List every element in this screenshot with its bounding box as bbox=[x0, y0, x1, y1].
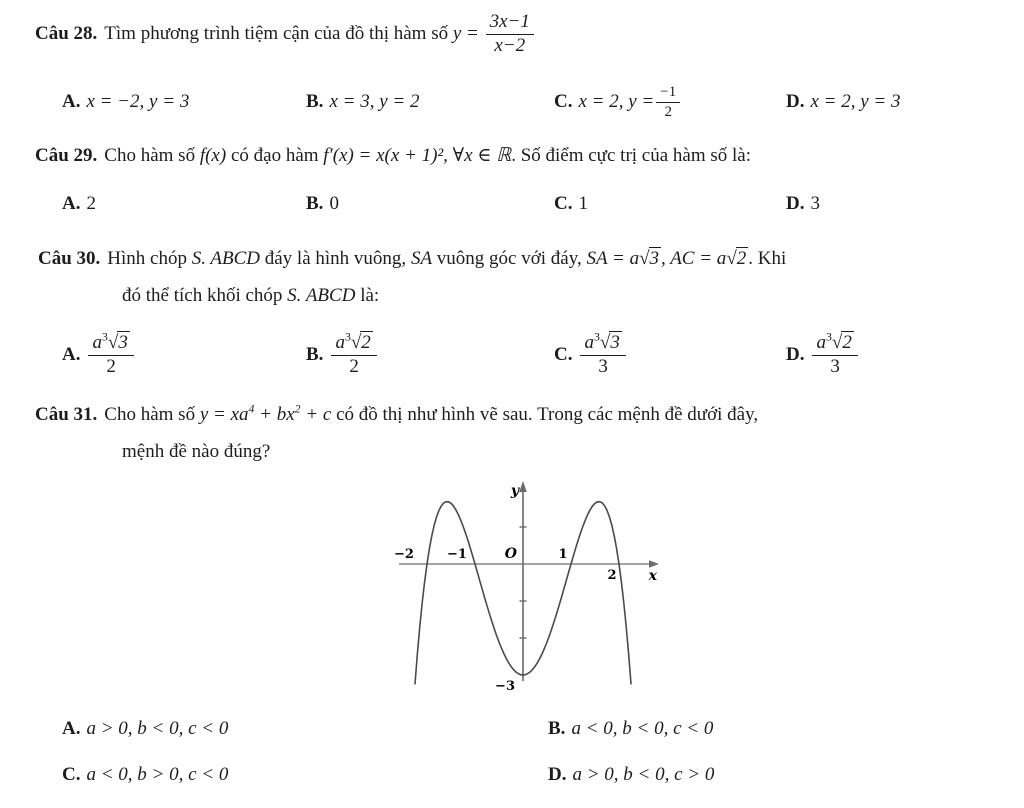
x-axis-label: x bbox=[648, 568, 657, 584]
question-30-label: Câu 30. bbox=[38, 248, 101, 269]
x-tick-neg2: −2 bbox=[394, 547, 414, 562]
option-label: D. bbox=[548, 764, 567, 785]
question-28-text: Tìm phương trình tiệm cận của đồ thị hàm số bbox=[104, 22, 453, 44]
question-30-math: S. ABCD bbox=[287, 285, 356, 306]
radicand: 3 bbox=[610, 331, 620, 353]
option-31-b bbox=[548, 714, 713, 744]
question-31-math: + c bbox=[300, 404, 332, 425]
exponent: 4 bbox=[248, 402, 255, 416]
option-label: D. bbox=[786, 193, 805, 214]
option-29-a bbox=[62, 190, 96, 218]
fraction-numerator bbox=[812, 330, 857, 356]
fraction-denominator: x−2 bbox=[494, 34, 526, 56]
coefficient: a bbox=[335, 331, 345, 353]
option-label: D. bbox=[786, 91, 805, 112]
question-29-math-fx: f(x) bbox=[199, 145, 227, 166]
question-29-label: Câu 29. bbox=[35, 145, 98, 166]
option-label: A. bbox=[62, 344, 81, 365]
option-value: 2 bbox=[86, 193, 96, 214]
option-value-pre: x = 2, y = bbox=[578, 91, 655, 112]
coefficient: a bbox=[816, 331, 826, 353]
option-label: D. bbox=[786, 344, 805, 365]
option-30-a bbox=[62, 326, 136, 384]
question-31-options-row1 bbox=[0, 714, 1024, 744]
option-28-c bbox=[554, 78, 682, 126]
question-29-text: có đạo hàm bbox=[226, 145, 324, 166]
option-label: C. bbox=[554, 91, 573, 112]
question-30-text: đáy là hình vuông, bbox=[260, 248, 411, 269]
question-28-math-lhs: y = bbox=[452, 22, 479, 44]
option-label: B. bbox=[306, 91, 324, 112]
question-29-text: Cho hàm số bbox=[104, 145, 200, 166]
radicand: 3 bbox=[118, 331, 128, 353]
question-30-math: SA bbox=[410, 248, 433, 269]
quartic-graph bbox=[393, 476, 665, 708]
sqrt bbox=[832, 332, 854, 353]
option-31-c bbox=[62, 760, 228, 790]
fraction-numerator bbox=[580, 330, 625, 356]
option-fraction bbox=[88, 330, 133, 378]
fraction-numerator bbox=[331, 330, 376, 356]
option-label: A. bbox=[62, 193, 81, 214]
option-label: C. bbox=[554, 344, 573, 365]
option-31-a bbox=[62, 714, 228, 744]
option-value: a < 0, b > 0, c < 0 bbox=[86, 764, 229, 785]
question-31-text: có đồ thị như hình vẽ sau. Trong các mệnh đề dưới đây, bbox=[331, 404, 759, 425]
q31-graph-figure bbox=[393, 476, 665, 714]
option-29-c bbox=[554, 190, 588, 218]
option-29-d bbox=[786, 190, 820, 218]
option-fraction bbox=[331, 330, 376, 378]
question-30-line1 bbox=[38, 248, 786, 270]
option-label: A. bbox=[62, 91, 81, 112]
option-label: A. bbox=[62, 718, 81, 739]
option-label: B. bbox=[548, 718, 566, 739]
fraction-denominator: 3 bbox=[830, 355, 840, 377]
option-29-b bbox=[306, 190, 339, 218]
option-label: B. bbox=[306, 193, 324, 214]
option-value: x = −2, y = 3 bbox=[86, 91, 190, 112]
question-28 bbox=[35, 12, 536, 57]
x-tick-neg1: −1 bbox=[447, 547, 467, 562]
question-31-math: + bx bbox=[254, 404, 295, 425]
coefficient: a bbox=[92, 331, 102, 353]
question-28-label: Câu 28. bbox=[35, 22, 98, 44]
option-label: C. bbox=[554, 193, 573, 214]
question-31-line2 bbox=[122, 441, 270, 463]
option-value: 1 bbox=[578, 193, 588, 214]
sqrt-3 bbox=[639, 248, 661, 269]
fraction-denominator: 3 bbox=[598, 355, 608, 377]
exponent: 2 bbox=[294, 402, 301, 416]
option-28-b bbox=[306, 78, 419, 126]
radical-sign: √ bbox=[639, 248, 650, 269]
option-label: C. bbox=[62, 764, 81, 785]
origin-label: O bbox=[504, 546, 517, 562]
option-30-d bbox=[786, 326, 860, 384]
radicand: 2 bbox=[361, 331, 371, 353]
question-30-options bbox=[0, 326, 1024, 384]
question-28-options bbox=[0, 78, 1024, 126]
radicand: 3 bbox=[649, 248, 660, 269]
radical-sign: √ bbox=[831, 331, 843, 353]
fraction-denominator: 2 bbox=[349, 355, 359, 377]
question-29-options bbox=[0, 190, 1024, 218]
radicand: 2 bbox=[842, 331, 852, 353]
option-value: 0 bbox=[329, 193, 339, 214]
fraction-numerator bbox=[88, 330, 133, 356]
x-tick-2: 2 bbox=[607, 568, 617, 583]
x-axis-arrow-icon bbox=[649, 560, 659, 568]
option-30-b bbox=[306, 326, 379, 384]
y-axis-arrow-icon bbox=[519, 481, 527, 492]
option-value: 3 bbox=[810, 193, 820, 214]
sqrt bbox=[600, 332, 622, 353]
exponent: 3 bbox=[593, 330, 600, 344]
question-30-text: . Khi bbox=[748, 248, 787, 269]
question-31-label: Câu 31. bbox=[35, 404, 98, 425]
question-31-options-row2 bbox=[0, 760, 1024, 790]
question-31-line1 bbox=[35, 404, 758, 426]
sqrt bbox=[351, 332, 373, 353]
question-30-text: Hình chóp bbox=[107, 248, 192, 269]
question-30-line2 bbox=[122, 285, 379, 307]
option-28-d bbox=[786, 78, 901, 126]
exponent: 3 bbox=[825, 330, 832, 344]
y-axis-label: y bbox=[510, 483, 519, 499]
radical-sign: √ bbox=[599, 331, 611, 353]
question-31-text: mệnh đề nào đúng? bbox=[122, 441, 271, 462]
option-value: x = 3, y = 2 bbox=[329, 91, 420, 112]
question-30-math: , AC = a bbox=[661, 248, 727, 269]
radical-sign: √ bbox=[726, 248, 737, 269]
radical-sign: √ bbox=[350, 331, 362, 353]
option-31-d bbox=[548, 760, 714, 790]
radical-sign: √ bbox=[107, 331, 119, 353]
radicand: 2 bbox=[736, 248, 747, 269]
option-fraction bbox=[580, 330, 625, 378]
question-30-text: vuông góc với đáy, bbox=[432, 248, 587, 269]
exponent: 3 bbox=[344, 330, 351, 344]
option-28-a bbox=[62, 78, 189, 126]
question-30-text: đó thể tích khối chóp bbox=[122, 285, 288, 306]
option-value: a < 0, b < 0, c < 0 bbox=[571, 718, 714, 739]
question-31-math: y = xa bbox=[199, 404, 249, 425]
fraction-denominator: 2 bbox=[106, 355, 116, 377]
sqrt-2 bbox=[726, 248, 748, 269]
exponent: 3 bbox=[101, 330, 108, 344]
coefficient: a bbox=[584, 331, 594, 353]
question-31-text: Cho hàm số bbox=[104, 404, 200, 425]
y-min-label: −3 bbox=[495, 679, 515, 694]
question-29-text: . Số điểm cực trị của hàm số là: bbox=[511, 145, 752, 166]
fraction-numerator: 3x−1 bbox=[486, 12, 534, 35]
question-30-text: là: bbox=[355, 285, 380, 306]
option-c-fraction bbox=[656, 84, 680, 120]
question-29-math-derivative: f′(x) = x(x + 1)², ∀x ∈ ℝ bbox=[323, 145, 512, 166]
fraction-denominator: 2 bbox=[664, 103, 672, 120]
question-29 bbox=[35, 144, 751, 167]
question-28-fraction bbox=[486, 12, 534, 57]
option-value: x = 2, y = 3 bbox=[810, 91, 901, 112]
option-label: B. bbox=[306, 344, 324, 365]
option-value: a > 0, b < 0, c < 0 bbox=[86, 718, 229, 739]
fraction-numerator: −1 bbox=[656, 84, 680, 103]
x-tick-1: 1 bbox=[558, 547, 568, 562]
question-30-math: SA = a bbox=[586, 248, 640, 269]
option-fraction bbox=[812, 330, 857, 378]
option-value: a > 0, b < 0, c > 0 bbox=[572, 764, 715, 785]
option-30-c bbox=[554, 326, 628, 384]
question-30-math: S. ABCD bbox=[191, 248, 260, 269]
sqrt bbox=[108, 332, 130, 353]
